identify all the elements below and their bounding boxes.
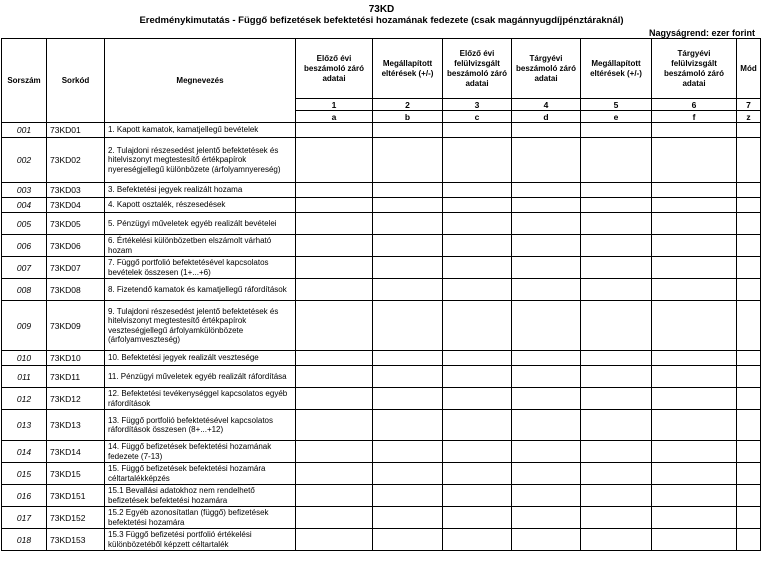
value-cell-col-5[interactable] xyxy=(581,301,652,351)
value-cell-col-2[interactable] xyxy=(373,529,443,551)
value-cell-col-2[interactable] xyxy=(373,507,443,529)
row-name: 15.3 Függő befizetési portfolió értékelési különbözetéből képzett céltartalék xyxy=(105,529,296,551)
value-cell-col-6[interactable] xyxy=(652,351,737,366)
value-cell-col-6[interactable] xyxy=(652,301,737,351)
value-cell-col-6[interactable] xyxy=(652,123,737,138)
col-number: 6 xyxy=(652,99,737,111)
col-header-4: Tárgyévi beszámoló záró adatai xyxy=(512,39,581,99)
value-cell-col-7[interactable] xyxy=(737,485,761,507)
value-cell-col-6[interactable] xyxy=(652,257,737,279)
row-name: 15.1 Bevallási adatokhoz nem rendelhető befizetések befektetési hozamára xyxy=(105,485,296,507)
value-cell-col-1[interactable] xyxy=(296,279,373,301)
value-cell-col-1[interactable] xyxy=(296,507,373,529)
value-cell-col-4[interactable] xyxy=(512,441,581,463)
value-cell-col-4[interactable] xyxy=(512,123,581,138)
value-cell-col-5[interactable] xyxy=(581,388,652,410)
value-cell-col-3[interactable] xyxy=(443,257,512,279)
value-cell-col-7[interactable] xyxy=(737,388,761,410)
value-cell-col-5[interactable] xyxy=(581,351,652,366)
value-cell-col-1[interactable] xyxy=(296,257,373,279)
row-number: 008 xyxy=(2,279,47,301)
row-name: 3. Befektetési jegyek realizált hozama xyxy=(105,183,296,198)
col-header-megnevezes: Megnevezés xyxy=(105,39,296,123)
value-cell-col-4[interactable] xyxy=(512,529,581,551)
value-cell-col-3[interactable] xyxy=(443,388,512,410)
row-name: 14. Függő befizetések befektetési hozamának fedezete (7-13) xyxy=(105,441,296,463)
row-number: 003 xyxy=(2,183,47,198)
row-number: 013 xyxy=(2,410,47,441)
col-header-2: Megállapított eltérések (+/-) xyxy=(373,39,443,99)
row-number: 015 xyxy=(2,463,47,485)
value-cell-col-5[interactable] xyxy=(581,138,652,183)
table-row xyxy=(2,463,761,485)
value-cell-col-7[interactable] xyxy=(737,351,761,366)
col-letter: d xyxy=(512,111,581,123)
row-number: 001 xyxy=(2,123,47,138)
col-header-5: Megállapított eltérések (+/-) xyxy=(581,39,652,99)
col-header-7: Mód xyxy=(737,39,761,99)
value-cell-col-7[interactable] xyxy=(737,410,761,441)
value-cell-col-7[interactable] xyxy=(737,198,761,213)
value-cell-col-2[interactable] xyxy=(373,463,443,485)
value-cell-col-7[interactable] xyxy=(737,279,761,301)
value-cell-col-5[interactable] xyxy=(581,485,652,507)
value-cell-col-7[interactable] xyxy=(737,235,761,257)
row-number: 016 xyxy=(2,485,47,507)
row-name: 11. Pénzügyi műveletek egyéb realizált ráfordítása xyxy=(105,366,296,388)
value-cell-col-6[interactable] xyxy=(652,463,737,485)
value-cell-col-1[interactable] xyxy=(296,410,373,441)
col-letter: z xyxy=(737,111,761,123)
form-code: 73KD xyxy=(368,4,395,15)
row-name: 9. Tulajdoni részesedést jelentő befektetések és hitelviszonyt megtestesítő értékpapírok veszteségjellegű árfolyamkülönbözete (árfolyamveszteség) xyxy=(105,301,296,351)
table-row xyxy=(2,235,761,257)
row-number: 002 xyxy=(2,138,47,183)
value-cell-col-6[interactable] xyxy=(652,529,737,551)
value-cell-col-5[interactable] xyxy=(581,441,652,463)
table-row xyxy=(2,410,761,441)
row-number: 014 xyxy=(2,441,47,463)
row-number: 005 xyxy=(2,213,47,235)
row-name: 7. Függő portfolió befektetésével kapcsolatos bevételek összesen (1+...+6) xyxy=(105,257,296,279)
row-code: 73KD13 xyxy=(47,410,105,441)
table-body xyxy=(2,123,761,551)
row-code: 73KD07 xyxy=(47,257,105,279)
value-cell-col-3[interactable] xyxy=(443,441,512,463)
value-cell-col-1[interactable] xyxy=(296,388,373,410)
value-cell-col-2[interactable] xyxy=(373,213,443,235)
row-code: 73KD08 xyxy=(47,279,105,301)
value-cell-col-7[interactable] xyxy=(737,213,761,235)
value-cell-col-3[interactable] xyxy=(443,507,512,529)
value-cell-col-5[interactable] xyxy=(581,529,652,551)
row-code: 73KD10 xyxy=(47,351,105,366)
col-header-sorkod: Sorkód xyxy=(47,39,105,123)
row-number: 017 xyxy=(2,507,47,529)
row-code: 73KD151 xyxy=(47,485,105,507)
value-cell-col-4[interactable] xyxy=(512,301,581,351)
value-cell-col-3[interactable] xyxy=(443,198,512,213)
row-code: 73KD11 xyxy=(47,366,105,388)
value-cell-col-5[interactable] xyxy=(581,257,652,279)
unit-label: Nagyságrend: ezer forint xyxy=(648,28,755,38)
value-cell-col-5[interactable] xyxy=(581,123,652,138)
value-cell-col-2[interactable] xyxy=(373,351,443,366)
value-cell-col-1[interactable] xyxy=(296,529,373,551)
value-cell-col-2[interactable] xyxy=(373,441,443,463)
value-cell-col-7[interactable] xyxy=(737,183,761,198)
value-cell-col-1[interactable] xyxy=(296,441,373,463)
value-cell-col-4[interactable] xyxy=(512,257,581,279)
value-cell-col-4[interactable] xyxy=(512,138,581,183)
row-code: 73KD15 xyxy=(47,463,105,485)
value-cell-col-5[interactable] xyxy=(581,507,652,529)
value-cell-col-5[interactable] xyxy=(581,366,652,388)
value-cell-col-7[interactable] xyxy=(737,529,761,551)
row-code: 73KD153 xyxy=(47,529,105,551)
col-header-6: Tárgyévi felülvizsgált beszámoló záró adatai xyxy=(652,39,737,99)
value-cell-col-1[interactable] xyxy=(296,463,373,485)
value-cell-col-6[interactable] xyxy=(652,410,737,441)
value-cell-col-6[interactable] xyxy=(652,485,737,507)
value-cell-col-2[interactable] xyxy=(373,235,443,257)
row-name: 12. Befektetési tevékenységgel kapcsolatos egyéb ráfordítások xyxy=(105,388,296,410)
value-cell-col-3[interactable] xyxy=(443,279,512,301)
row-number: 018 xyxy=(2,529,47,551)
row-number: 007 xyxy=(2,257,47,279)
row-name: 8. Fizetendő kamatok és kamatjellegű ráfordítások xyxy=(105,279,296,301)
row-number: 006 xyxy=(2,235,47,257)
col-number: 4 xyxy=(512,99,581,111)
value-cell-col-7[interactable] xyxy=(737,366,761,388)
table-row xyxy=(2,213,761,235)
table-row xyxy=(2,529,761,551)
row-number: 011 xyxy=(2,366,47,388)
row-name: 1. Kapott kamatok, kamatjellegű bevételek xyxy=(105,123,296,138)
value-cell-col-3[interactable] xyxy=(443,485,512,507)
value-cell-col-1[interactable] xyxy=(296,183,373,198)
value-cell-col-1[interactable] xyxy=(296,366,373,388)
col-letter: b xyxy=(373,111,443,123)
row-number: 010 xyxy=(2,351,47,366)
value-cell-col-1[interactable] xyxy=(296,213,373,235)
value-cell-col-4[interactable] xyxy=(512,485,581,507)
value-cell-col-6[interactable] xyxy=(652,507,737,529)
value-cell-col-5[interactable] xyxy=(581,183,652,198)
table-row xyxy=(2,485,761,507)
value-cell-col-1[interactable] xyxy=(296,138,373,183)
col-number: 5 xyxy=(581,99,652,111)
col-number: 7 xyxy=(737,99,761,111)
row-name: 15. Függő befizetések befektetési hozamára céltartalékképzés xyxy=(105,463,296,485)
value-cell-col-6[interactable] xyxy=(652,279,737,301)
row-name: 4. Kapott osztalék, részesedések xyxy=(105,198,296,213)
table-row xyxy=(2,507,761,529)
value-cell-col-3[interactable] xyxy=(443,351,512,366)
value-cell-col-3[interactable] xyxy=(443,301,512,351)
value-cell-col-2[interactable] xyxy=(373,301,443,351)
row-code: 73KD14 xyxy=(47,441,105,463)
table-row xyxy=(2,138,761,183)
value-cell-col-6[interactable] xyxy=(652,388,737,410)
row-number: 004 xyxy=(2,198,47,213)
value-cell-col-2[interactable] xyxy=(373,257,443,279)
value-cell-col-5[interactable] xyxy=(581,213,652,235)
form-title: Eredménykimutatás - Függő befizetések befektetési hozamának fedezete (csak magánnyugdíjpénztáraknál) xyxy=(139,15,624,26)
value-cell-col-4[interactable] xyxy=(512,410,581,441)
row-code: 73KD152 xyxy=(47,507,105,529)
value-cell-col-7[interactable] xyxy=(737,463,761,485)
value-cell-col-6[interactable] xyxy=(652,213,737,235)
value-cell-col-2[interactable] xyxy=(373,410,443,441)
header-row xyxy=(2,39,761,99)
value-cell-col-4[interactable] xyxy=(512,463,581,485)
value-cell-col-5[interactable] xyxy=(581,279,652,301)
row-name: 13. Függő portfolió befektetésével kapcsolatos ráfordítások összesen (8+...+12) xyxy=(105,410,296,441)
col-header-1: Előző évi beszámoló záró adatai xyxy=(296,39,373,99)
row-code: 73KD01 xyxy=(47,123,105,138)
table-row xyxy=(2,198,761,213)
value-cell-col-1[interactable] xyxy=(296,123,373,138)
value-cell-col-2[interactable] xyxy=(373,366,443,388)
value-cell-col-5[interactable] xyxy=(581,463,652,485)
value-cell-col-1[interactable] xyxy=(296,198,373,213)
col-letter: f xyxy=(652,111,737,123)
col-header-sorszam: Sorszám xyxy=(2,39,47,123)
col-letter: e xyxy=(581,111,652,123)
col-number: 3 xyxy=(443,99,512,111)
value-cell-col-2[interactable] xyxy=(373,123,443,138)
row-code: 73KD04 xyxy=(47,198,105,213)
row-code: 73KD05 xyxy=(47,213,105,235)
value-cell-col-7[interactable] xyxy=(737,257,761,279)
value-cell-col-3[interactable] xyxy=(443,213,512,235)
row-number: 009 xyxy=(2,301,47,351)
value-cell-col-3[interactable] xyxy=(443,410,512,441)
report-table xyxy=(1,38,761,551)
value-cell-col-3[interactable] xyxy=(443,463,512,485)
table-row xyxy=(2,351,761,366)
value-cell-col-3[interactable] xyxy=(443,529,512,551)
table-row xyxy=(2,301,761,351)
value-cell-col-2[interactable] xyxy=(373,138,443,183)
value-cell-col-3[interactable] xyxy=(443,123,512,138)
value-cell-col-4[interactable] xyxy=(512,388,581,410)
row-code: 73KD12 xyxy=(47,388,105,410)
table-row xyxy=(2,123,761,138)
value-cell-col-4[interactable] xyxy=(512,183,581,198)
value-cell-col-2[interactable] xyxy=(373,388,443,410)
value-cell-col-3[interactable] xyxy=(443,366,512,388)
value-cell-col-5[interactable] xyxy=(581,410,652,441)
table-row xyxy=(2,388,761,410)
value-cell-col-3[interactable] xyxy=(443,235,512,257)
value-cell-col-2[interactable] xyxy=(373,279,443,301)
row-name: 2. Tulajdoni részesedést jelentő befektetések és hitelviszonyt megtestesítő értékpapírok nyereségjellegű különbözete (árfolyamnyereség) xyxy=(105,138,296,183)
row-code: 73KD06 xyxy=(47,235,105,257)
col-letter: a xyxy=(296,111,373,123)
row-name: 5. Pénzügyi műveletek egyéb realizált bevételei xyxy=(105,213,296,235)
row-code: 73KD02 xyxy=(47,138,105,183)
row-name: 6. Értékelési különbözetben elszámolt várható hozam xyxy=(105,235,296,257)
table-row xyxy=(2,257,761,279)
table-row xyxy=(2,183,761,198)
value-cell-col-4[interactable] xyxy=(512,366,581,388)
value-cell-col-7[interactable] xyxy=(737,301,761,351)
row-name: 15.2 Egyéb azonosítatlan (függő) befizetések befektetési hozamára xyxy=(105,507,296,529)
value-cell-col-1[interactable] xyxy=(296,485,373,507)
row-code: 73KD09 xyxy=(47,301,105,351)
value-cell-col-7[interactable] xyxy=(737,123,761,138)
value-cell-col-4[interactable] xyxy=(512,235,581,257)
table-row xyxy=(2,441,761,463)
col-number: 1 xyxy=(296,99,373,111)
value-cell-col-2[interactable] xyxy=(373,485,443,507)
value-cell-col-1[interactable] xyxy=(296,301,373,351)
value-cell-col-6[interactable] xyxy=(652,366,737,388)
col-number: 2 xyxy=(373,99,443,111)
table-row xyxy=(2,366,761,388)
row-number: 012 xyxy=(2,388,47,410)
value-cell-col-3[interactable] xyxy=(443,138,512,183)
value-cell-col-2[interactable] xyxy=(373,183,443,198)
value-cell-col-6[interactable] xyxy=(652,235,737,257)
value-cell-col-4[interactable] xyxy=(512,198,581,213)
row-code: 73KD03 xyxy=(47,183,105,198)
value-cell-col-4[interactable] xyxy=(512,213,581,235)
value-cell-col-7[interactable] xyxy=(737,441,761,463)
col-header-3: Előző évi felülvizsgált beszámoló záró adatai xyxy=(443,39,512,99)
row-name: 10. Befektetési jegyek realizált vesztesége xyxy=(105,351,296,366)
value-cell-col-7[interactable] xyxy=(737,507,761,529)
value-cell-col-1[interactable] xyxy=(296,235,373,257)
value-cell-col-6[interactable] xyxy=(652,183,737,198)
value-cell-col-2[interactable] xyxy=(373,198,443,213)
value-cell-col-5[interactable] xyxy=(581,198,652,213)
value-cell-col-5[interactable] xyxy=(581,235,652,257)
value-cell-col-6[interactable] xyxy=(652,198,737,213)
value-cell-col-7[interactable] xyxy=(737,138,761,183)
value-cell-col-4[interactable] xyxy=(512,507,581,529)
value-cell-col-4[interactable] xyxy=(512,279,581,301)
table-row xyxy=(2,279,761,301)
value-cell-col-1[interactable] xyxy=(296,351,373,366)
value-cell-col-3[interactable] xyxy=(443,183,512,198)
value-cell-col-4[interactable] xyxy=(512,351,581,366)
value-cell-col-6[interactable] xyxy=(652,441,737,463)
col-letter: c xyxy=(443,111,512,123)
value-cell-col-6[interactable] xyxy=(652,138,737,183)
